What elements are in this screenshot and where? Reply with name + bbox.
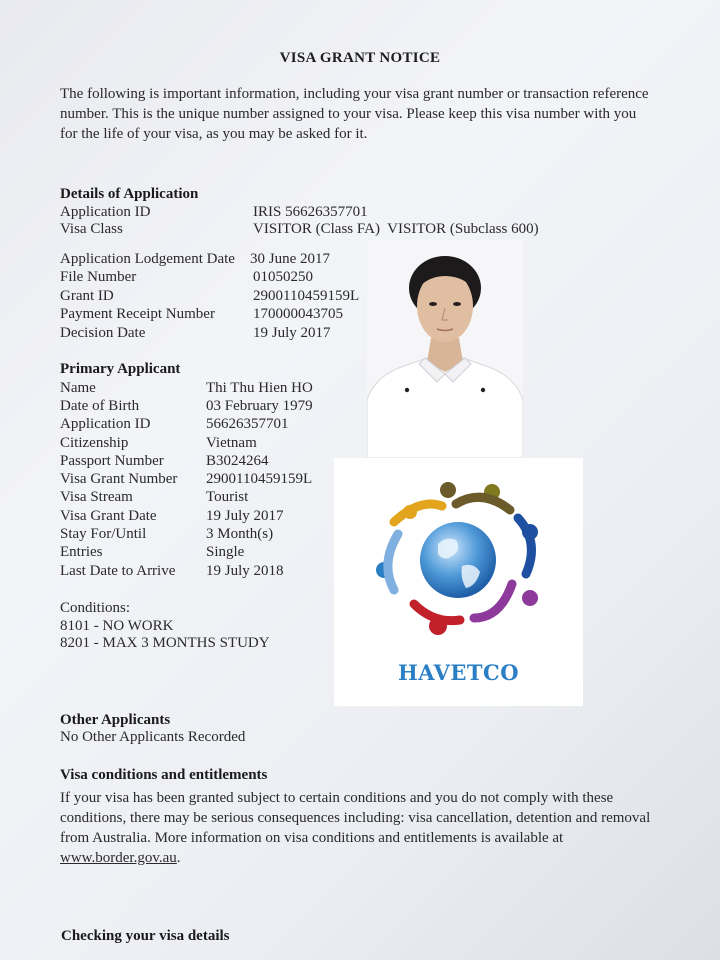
detail-value: VISITOR (Class FA) VISITOR (Subclass 600) [253, 221, 539, 237]
other-applicants-text: No Other Applicants Recorded [60, 729, 246, 745]
havetco-wordmark: HAVETCO [397, 660, 520, 685]
applicant-label: Visa Grant Date [60, 508, 157, 524]
intro-paragraph: The following is important information, including your visa grant number or transaction reference number. This is the unique number assigned to your visa. Please keep this visa number with you for the life of your visa, as you may be asked for it. [60, 86, 649, 142]
condition-item: 8101 - NO WORK [60, 618, 174, 634]
details-heading: Details of Application [60, 186, 199, 202]
applicant-label: Entries [60, 544, 103, 560]
visa-conditions-suffix: . [176, 850, 181, 866]
applicant-value: Single [206, 544, 245, 560]
detail-label: Grant ID [60, 288, 114, 304]
havetco-logo [334, 458, 583, 706]
applicant-label: Last Date to Arrive [60, 563, 176, 579]
applicant-label: Citizenship [60, 435, 129, 451]
detail-value: 2900110459159L [253, 288, 360, 304]
applicant-value: 19 July 2018 [206, 563, 284, 579]
visa-conditions-paragraph [60, 788, 680, 868]
detail-value: IRIS 56626357701 [253, 204, 368, 220]
applicant-value: 19 July 2017 [206, 508, 284, 524]
condition-item: 8201 - MAX 3 MONTHS STUDY [60, 635, 270, 651]
applicant-value: 03 February 1979 [206, 398, 313, 414]
havetco-emblem [334, 458, 583, 658]
applicant-photo-illustration [367, 240, 523, 458]
applicant-value: Thi Thu Hien HO [206, 380, 313, 396]
applicant-label: Visa Grant Number [60, 471, 178, 487]
globe-icon [420, 522, 496, 598]
applicant-value: 3 Month(s) [206, 526, 274, 542]
document-title: VISA GRANT NOTICE [279, 50, 441, 66]
detail-label: Payment Receipt Number [60, 306, 215, 322]
primary-applicant-heading: Primary Applicant [60, 361, 181, 377]
checking-heading: Checking your visa details [61, 928, 230, 944]
applicant-label: Date of Birth [60, 398, 140, 414]
visa-conditions-text: If your visa has been granted subject to certain conditions and you do not comply with these conditions, there may be serious consequences including: visa cancellation, detention and removal from Australia. More information on visa conditions and entitlements is available at [60, 790, 651, 846]
visa-conditions-heading: Visa conditions and entitlements [60, 767, 268, 783]
applicant-label: Name [60, 380, 96, 396]
applicant-value: 2900110459159L [206, 471, 313, 487]
detail-label: Visa Class [60, 221, 123, 237]
applicant-value: 56626357701 [206, 416, 289, 432]
applicant-label: Passport Number [60, 453, 164, 469]
applicant-value: B3024264 [206, 453, 269, 469]
detail-value: 19 July 2017 [253, 325, 331, 341]
detail-label: Application Lodgement Date [60, 251, 235, 267]
detail-value: 30 June 2017 [250, 251, 330, 267]
detail-label: File Number [60, 269, 137, 285]
applicant-label: Visa Stream [60, 489, 133, 505]
detail-label: Application ID [60, 204, 151, 220]
applicant-value: Tourist [206, 489, 249, 505]
border-website-link[interactable]: www.border.gov.au [60, 850, 177, 866]
conditions-heading: Conditions: [60, 600, 131, 616]
other-applicants-heading: Other Applicants [60, 712, 171, 728]
applicant-photo [367, 240, 523, 458]
detail-label: Decision Date [60, 325, 146, 341]
applicant-label: Application ID [60, 416, 151, 432]
applicant-label: Stay For/Until [60, 526, 147, 542]
detail-value: 170000043705 [253, 306, 343, 322]
detail-value: 01050250 [253, 269, 313, 285]
applicant-value: Vietnam [206, 435, 257, 451]
